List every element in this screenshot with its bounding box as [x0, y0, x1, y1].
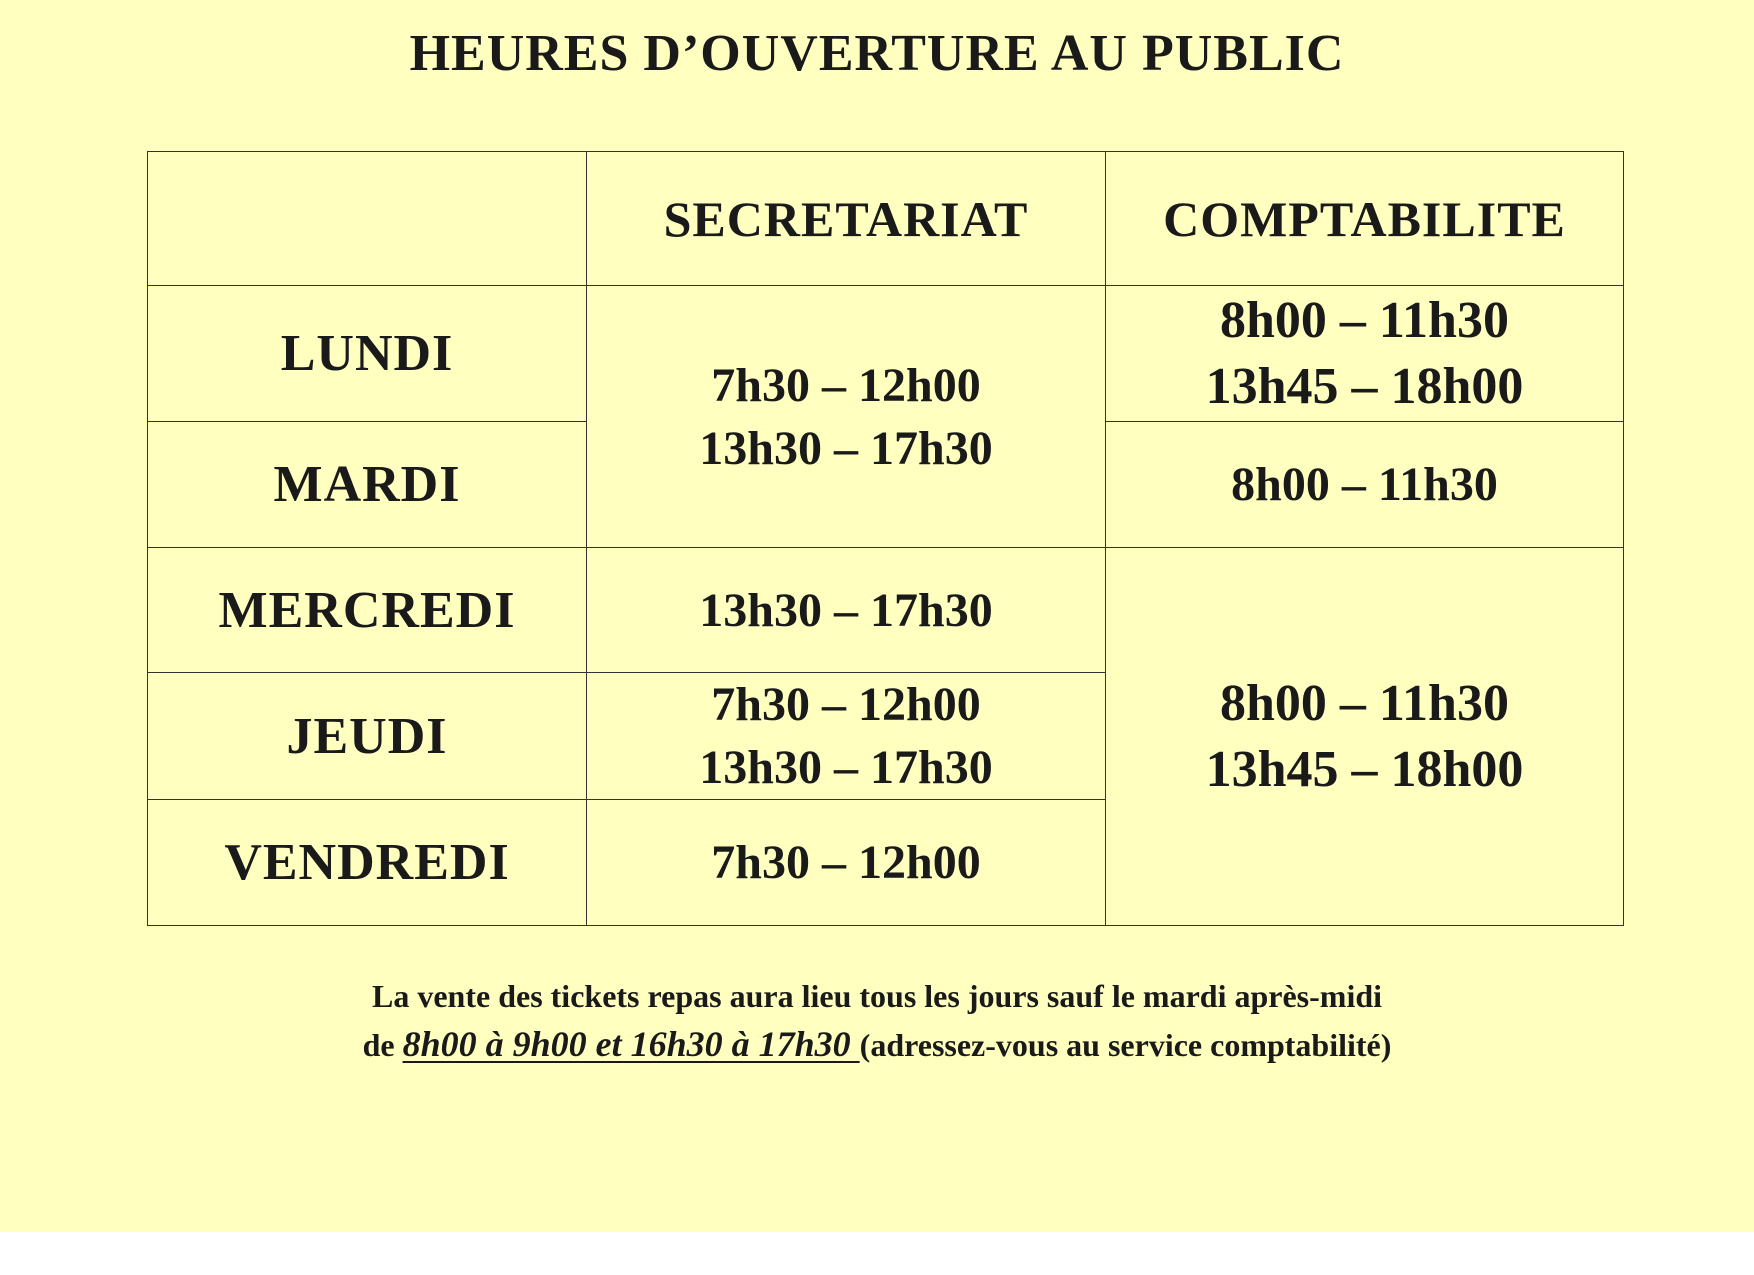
time-range: 13h30 – 17h30	[699, 421, 993, 475]
header-comptabilite: COMPTABILITE	[1106, 152, 1624, 286]
header-secretariat: SECRETARIAT	[587, 152, 1106, 286]
time-range: 8h00 – 11h30	[1231, 458, 1498, 511]
table-row	[148, 548, 1624, 673]
day-jeudi: JEUDI	[148, 673, 587, 800]
table-header-row	[148, 152, 1624, 286]
time-range: 13h30 – 17h30	[699, 583, 993, 637]
day-vendredi: VENDREDI	[148, 800, 587, 926]
page-title: HEURES D’OUVERTURE AU PUBLIC	[409, 25, 1345, 82]
time-range: 13h30 – 17h30	[699, 741, 993, 794]
comptabilite-mardi-cell	[1106, 422, 1624, 548]
time-range: 13h45 – 18h00	[1205, 740, 1524, 798]
table-row	[148, 286, 1624, 422]
secretariat-vendredi-cell	[587, 800, 1106, 926]
day-mardi: MARDI	[148, 422, 587, 548]
day-mercredi: MERCREDI	[148, 548, 587, 673]
note-line-2	[0, 1020, 1754, 1069]
time-range: 8h00 – 11h30	[1220, 291, 1509, 349]
note-suffix: (adressez-vous au service comptabilité)	[859, 1027, 1392, 1063]
note-ticket-hours: 8h00 à 9h00 et 16h30 à 17h30	[402, 1024, 860, 1064]
time-range: 7h30 – 12h00	[711, 358, 981, 412]
time-range: 13h45 – 18h00	[1205, 357, 1524, 415]
comptabilite-lundi-cell	[1106, 286, 1624, 422]
secretariat-jeudi-cell	[587, 673, 1106, 800]
note-prefix: de	[362, 1027, 403, 1063]
secretariat-mercredi-cell	[587, 548, 1106, 673]
meal-ticket-note	[0, 972, 1754, 1069]
comptabilite-mercredi-vendredi-cell	[1106, 548, 1624, 926]
day-lundi: LUNDI	[148, 286, 587, 422]
time-range: 7h30 – 12h00	[711, 678, 981, 731]
opening-hours-table	[147, 151, 1624, 926]
time-range: 7h30 – 12h00	[711, 836, 981, 889]
header-empty-cell	[148, 152, 587, 286]
time-range: 8h00 – 11h30	[1220, 674, 1509, 732]
secretariat-lundi-mardi-cell	[587, 286, 1106, 548]
note-line-1: La vente des tickets repas aura lieu tous les jours sauf le mardi après-midi	[371, 978, 1383, 1014]
